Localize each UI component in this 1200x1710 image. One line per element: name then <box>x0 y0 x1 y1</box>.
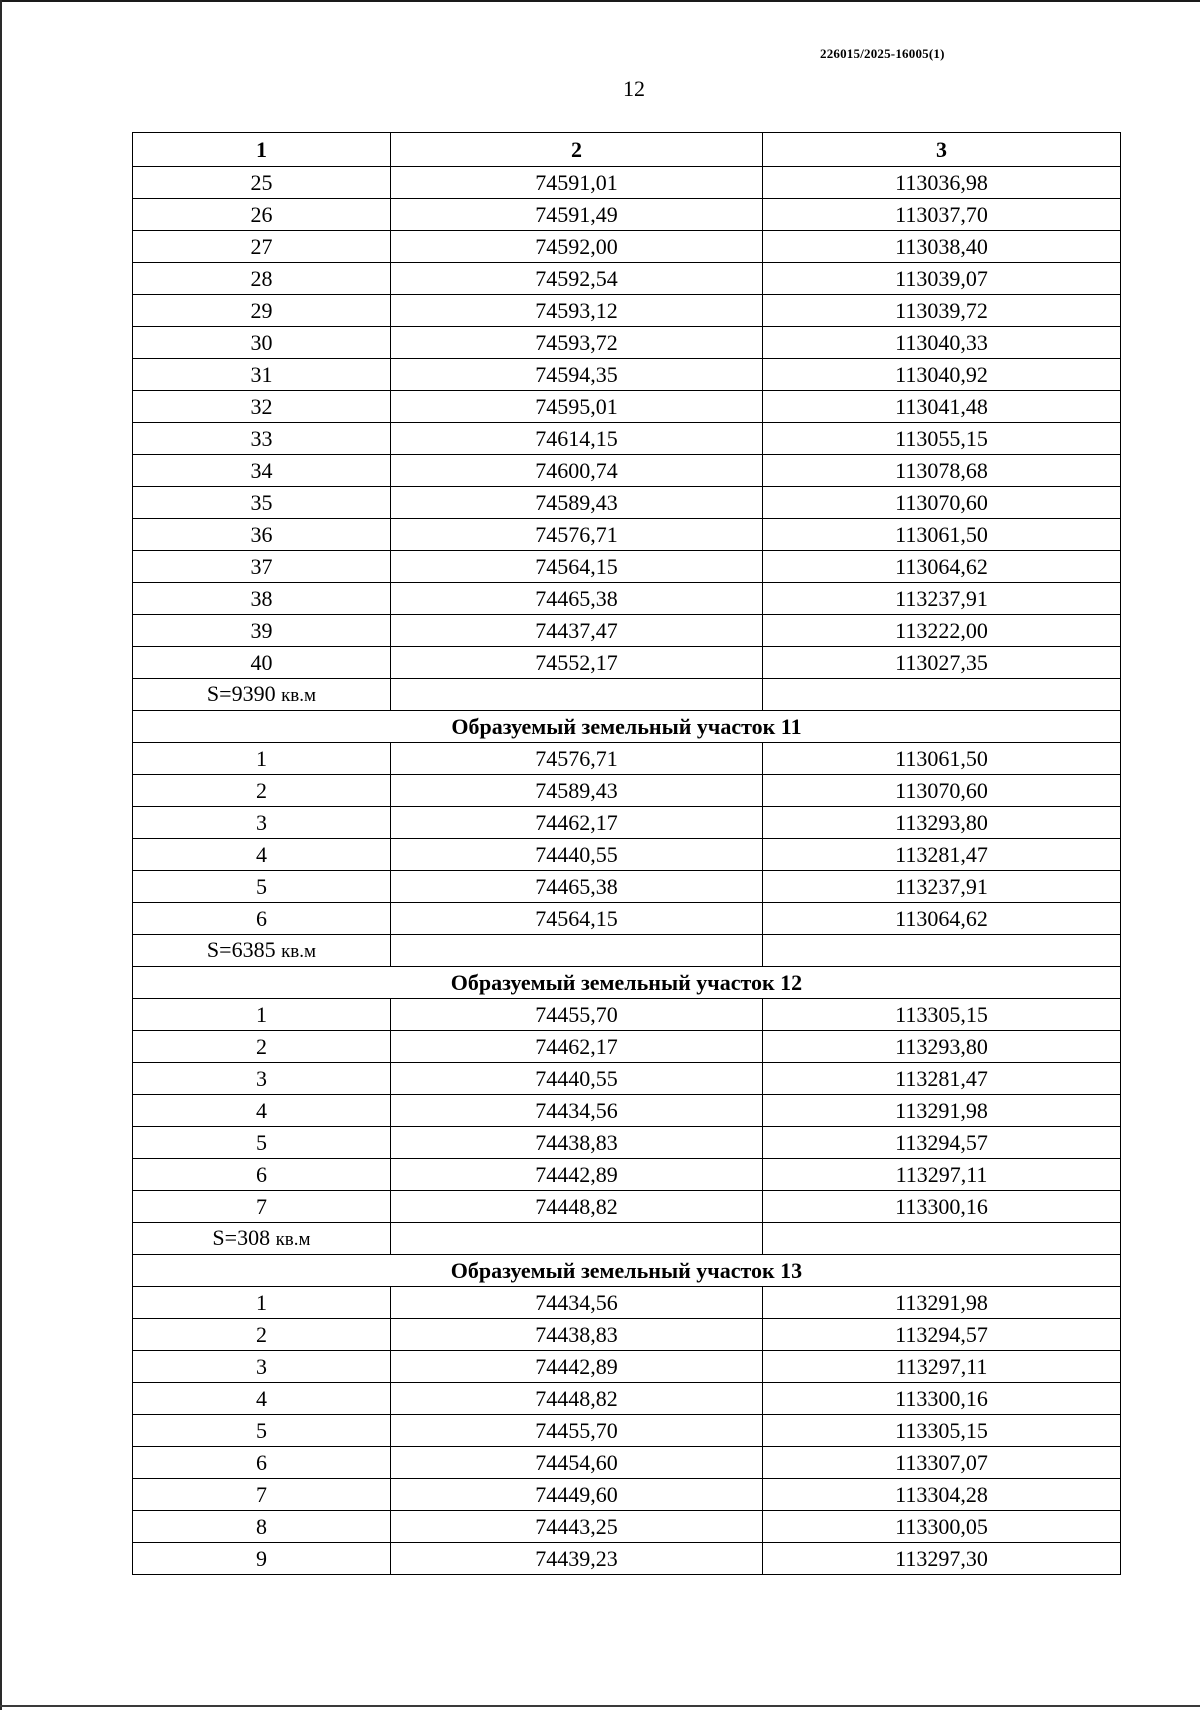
x-coordinate-cell: 74439,23 <box>391 1543 763 1575</box>
x-coordinate-cell: 74591,49 <box>391 199 763 231</box>
table-row <box>133 1159 1121 1191</box>
table-row <box>133 839 1121 871</box>
table-row <box>133 807 1121 839</box>
point-number-cell: 29 <box>133 295 391 327</box>
empty-cell <box>391 679 763 711</box>
table-row <box>133 231 1121 263</box>
point-number-cell: 2 <box>133 1031 391 1063</box>
point-number-cell: 5 <box>133 1415 391 1447</box>
empty-cell <box>391 935 763 967</box>
y-coordinate-cell: 113070,60 <box>763 487 1121 519</box>
point-number-cell: 1 <box>133 999 391 1031</box>
table-row <box>133 295 1121 327</box>
empty-cell <box>763 679 1121 711</box>
y-coordinate-cell: 113064,62 <box>763 551 1121 583</box>
y-coordinate-cell: 113294,57 <box>763 1127 1121 1159</box>
table-row <box>133 1479 1121 1511</box>
x-coordinate-cell: 74442,89 <box>391 1159 763 1191</box>
point-number-cell: 5 <box>133 1127 391 1159</box>
point-number-cell: 27 <box>133 231 391 263</box>
table-row <box>133 423 1121 455</box>
table-row <box>133 999 1121 1031</box>
point-number-cell: 40 <box>133 647 391 679</box>
x-coordinate-cell: 74437,47 <box>391 615 763 647</box>
y-coordinate-cell: 113027,35 <box>763 647 1121 679</box>
point-number-cell: 2 <box>133 1319 391 1351</box>
point-number-cell: 7 <box>133 1191 391 1223</box>
y-coordinate-cell: 113304,28 <box>763 1479 1121 1511</box>
y-coordinate-cell: 113297,11 <box>763 1351 1121 1383</box>
x-coordinate-cell: 74462,17 <box>391 1031 763 1063</box>
table-row <box>133 167 1121 199</box>
y-coordinate-cell: 113281,47 <box>763 839 1121 871</box>
y-coordinate-cell: 113305,15 <box>763 999 1121 1031</box>
point-number-cell: 25 <box>133 167 391 199</box>
area-cell <box>133 1223 391 1255</box>
y-coordinate-cell: 113297,30 <box>763 1543 1121 1575</box>
y-coordinate-cell: 113037,70 <box>763 199 1121 231</box>
y-coordinate-cell: 113305,15 <box>763 1415 1121 1447</box>
y-coordinate-cell: 113300,16 <box>763 1191 1121 1223</box>
x-coordinate-cell: 74589,43 <box>391 775 763 807</box>
x-coordinate-cell: 74438,83 <box>391 1127 763 1159</box>
point-number-cell: 6 <box>133 903 391 935</box>
table-row <box>133 743 1121 775</box>
y-coordinate-cell: 113293,80 <box>763 807 1121 839</box>
point-number-cell: 1 <box>133 743 391 775</box>
point-number-cell: 34 <box>133 455 391 487</box>
y-coordinate-cell: 113281,47 <box>763 1063 1121 1095</box>
table-row <box>133 1287 1121 1319</box>
x-coordinate-cell: 74455,70 <box>391 999 763 1031</box>
point-number-cell: 9 <box>133 1543 391 1575</box>
x-coordinate-cell: 74440,55 <box>391 1063 763 1095</box>
coordinates-table <box>132 132 1121 1575</box>
point-number-cell: 38 <box>133 583 391 615</box>
point-number-cell: 5 <box>133 871 391 903</box>
x-coordinate-cell: 74592,00 <box>391 231 763 263</box>
x-coordinate-cell: 74443,25 <box>391 1511 763 1543</box>
section-title: Образуемый земельный участок 12 <box>133 967 1121 999</box>
point-number-cell: 3 <box>133 1063 391 1095</box>
x-coordinate-cell: 74595,01 <box>391 391 763 423</box>
table-row <box>133 615 1121 647</box>
y-coordinate-cell: 113293,80 <box>763 1031 1121 1063</box>
y-coordinate-cell: 113297,11 <box>763 1159 1121 1191</box>
x-coordinate-cell: 74576,71 <box>391 519 763 551</box>
area-cell <box>133 679 391 711</box>
table-row <box>133 871 1121 903</box>
section-title-row <box>133 711 1121 743</box>
table-row <box>133 1511 1121 1543</box>
table-row <box>133 359 1121 391</box>
empty-cell <box>763 1223 1121 1255</box>
table-row <box>133 455 1121 487</box>
page-edge-top <box>0 0 1200 2</box>
y-coordinate-cell: 113039,07 <box>763 263 1121 295</box>
point-number-cell: 30 <box>133 327 391 359</box>
area-unit: кв.м <box>281 684 317 706</box>
table-row <box>133 1351 1121 1383</box>
x-coordinate-cell: 74454,60 <box>391 1447 763 1479</box>
y-coordinate-cell: 113064,62 <box>763 903 1121 935</box>
table-row <box>133 1319 1121 1351</box>
area-row <box>133 1223 1121 1255</box>
x-coordinate-cell: 74600,74 <box>391 455 763 487</box>
x-coordinate-cell: 74442,89 <box>391 1351 763 1383</box>
point-number-cell: 4 <box>133 1095 391 1127</box>
page-edge-left <box>0 0 2 1710</box>
y-coordinate-cell: 113040,92 <box>763 359 1121 391</box>
point-number-cell: 3 <box>133 807 391 839</box>
area-value: S=308 <box>212 1224 271 1250</box>
y-coordinate-cell: 113036,98 <box>763 167 1121 199</box>
x-coordinate-cell: 74564,15 <box>391 551 763 583</box>
section-title-row <box>133 1255 1121 1287</box>
table-row <box>133 391 1121 423</box>
x-coordinate-cell: 74434,56 <box>391 1287 763 1319</box>
table-row <box>133 1031 1121 1063</box>
y-coordinate-cell: 113237,91 <box>763 583 1121 615</box>
point-number-cell: 3 <box>133 1351 391 1383</box>
area-cell <box>133 935 391 967</box>
y-coordinate-cell: 113222,00 <box>763 615 1121 647</box>
table-row <box>133 1191 1121 1223</box>
x-coordinate-cell: 74462,17 <box>391 807 763 839</box>
point-number-cell: 26 <box>133 199 391 231</box>
point-number-cell: 1 <box>133 1287 391 1319</box>
area-unit: кв.м <box>281 940 317 962</box>
table-row <box>133 903 1121 935</box>
table-header-row <box>133 133 1121 167</box>
y-coordinate-cell: 113041,48 <box>763 391 1121 423</box>
x-coordinate-cell: 74449,60 <box>391 1479 763 1511</box>
y-coordinate-cell: 113070,60 <box>763 775 1121 807</box>
point-number-cell: 31 <box>133 359 391 391</box>
x-coordinate-cell: 74455,70 <box>391 1415 763 1447</box>
table-row <box>133 1415 1121 1447</box>
table-row <box>133 1383 1121 1415</box>
table-row <box>133 519 1121 551</box>
point-number-cell: 2 <box>133 775 391 807</box>
section-title: Образуемый земельный участок 11 <box>133 711 1121 743</box>
table-row <box>133 1095 1121 1127</box>
point-number-cell: 28 <box>133 263 391 295</box>
y-coordinate-cell: 113294,57 <box>763 1319 1121 1351</box>
y-coordinate-cell: 113300,05 <box>763 1511 1121 1543</box>
point-number-cell: 4 <box>133 839 391 871</box>
y-coordinate-cell: 113237,91 <box>763 871 1121 903</box>
table-body <box>133 167 1121 1575</box>
area-value: S=6385 <box>206 936 276 962</box>
area-row <box>133 679 1121 711</box>
table-row <box>133 647 1121 679</box>
table-row <box>133 1543 1121 1575</box>
y-coordinate-cell: 113291,98 <box>763 1287 1121 1319</box>
x-coordinate-cell: 74465,38 <box>391 871 763 903</box>
y-coordinate-cell: 113291,98 <box>763 1095 1121 1127</box>
x-coordinate-cell: 74440,55 <box>391 839 763 871</box>
section-title-row <box>133 967 1121 999</box>
y-coordinate-cell: 113055,15 <box>763 423 1121 455</box>
point-number-cell: 37 <box>133 551 391 583</box>
point-number-cell: 33 <box>133 423 391 455</box>
page-edge-bottom <box>0 1705 1200 1707</box>
column-header-y: 3 <box>763 133 1121 167</box>
y-coordinate-cell: 113307,07 <box>763 1447 1121 1479</box>
x-coordinate-cell: 74564,15 <box>391 903 763 935</box>
empty-cell <box>763 935 1121 967</box>
area-row <box>133 935 1121 967</box>
point-number-cell: 35 <box>133 487 391 519</box>
table-row <box>133 327 1121 359</box>
x-coordinate-cell: 74589,43 <box>391 487 763 519</box>
y-coordinate-cell: 113300,16 <box>763 1383 1121 1415</box>
area-unit: кв.м <box>275 1228 311 1250</box>
area-value: S=9390 <box>206 680 276 706</box>
table-row <box>133 263 1121 295</box>
point-number-cell: 4 <box>133 1383 391 1415</box>
point-number-cell: 7 <box>133 1479 391 1511</box>
document-number: 226015/2025-16005(1) <box>820 46 945 61</box>
table-row <box>133 551 1121 583</box>
section-title: Образуемый земельный участок 13 <box>133 1255 1121 1287</box>
point-number-cell: 6 <box>133 1159 391 1191</box>
y-coordinate-cell: 113061,50 <box>763 743 1121 775</box>
x-coordinate-cell: 74592,54 <box>391 263 763 295</box>
x-coordinate-cell: 74591,01 <box>391 167 763 199</box>
point-number-cell: 8 <box>133 1511 391 1543</box>
table-row <box>133 487 1121 519</box>
page-number: 12 <box>623 76 645 101</box>
column-header-x: 2 <box>391 133 763 167</box>
y-coordinate-cell: 113078,68 <box>763 455 1121 487</box>
point-number-cell: 6 <box>133 1447 391 1479</box>
x-coordinate-cell: 74552,17 <box>391 647 763 679</box>
y-coordinate-cell: 113040,33 <box>763 327 1121 359</box>
point-number-cell: 36 <box>133 519 391 551</box>
y-coordinate-cell: 113039,72 <box>763 295 1121 327</box>
x-coordinate-cell: 74594,35 <box>391 359 763 391</box>
y-coordinate-cell: 113061,50 <box>763 519 1121 551</box>
x-coordinate-cell: 74448,82 <box>391 1191 763 1223</box>
x-coordinate-cell: 74576,71 <box>391 743 763 775</box>
x-coordinate-cell: 74614,15 <box>391 423 763 455</box>
table-row <box>133 1447 1121 1479</box>
x-coordinate-cell: 74593,72 <box>391 327 763 359</box>
table-row <box>133 775 1121 807</box>
table-row <box>133 1063 1121 1095</box>
point-number-cell: 39 <box>133 615 391 647</box>
x-coordinate-cell: 74465,38 <box>391 583 763 615</box>
empty-cell <box>391 1223 763 1255</box>
column-header-point: 1 <box>133 133 391 167</box>
table-row <box>133 199 1121 231</box>
x-coordinate-cell: 74434,56 <box>391 1095 763 1127</box>
table-row <box>133 583 1121 615</box>
x-coordinate-cell: 74438,83 <box>391 1319 763 1351</box>
y-coordinate-cell: 113038,40 <box>763 231 1121 263</box>
table-row <box>133 1127 1121 1159</box>
x-coordinate-cell: 74593,12 <box>391 295 763 327</box>
x-coordinate-cell: 74448,82 <box>391 1383 763 1415</box>
point-number-cell: 32 <box>133 391 391 423</box>
